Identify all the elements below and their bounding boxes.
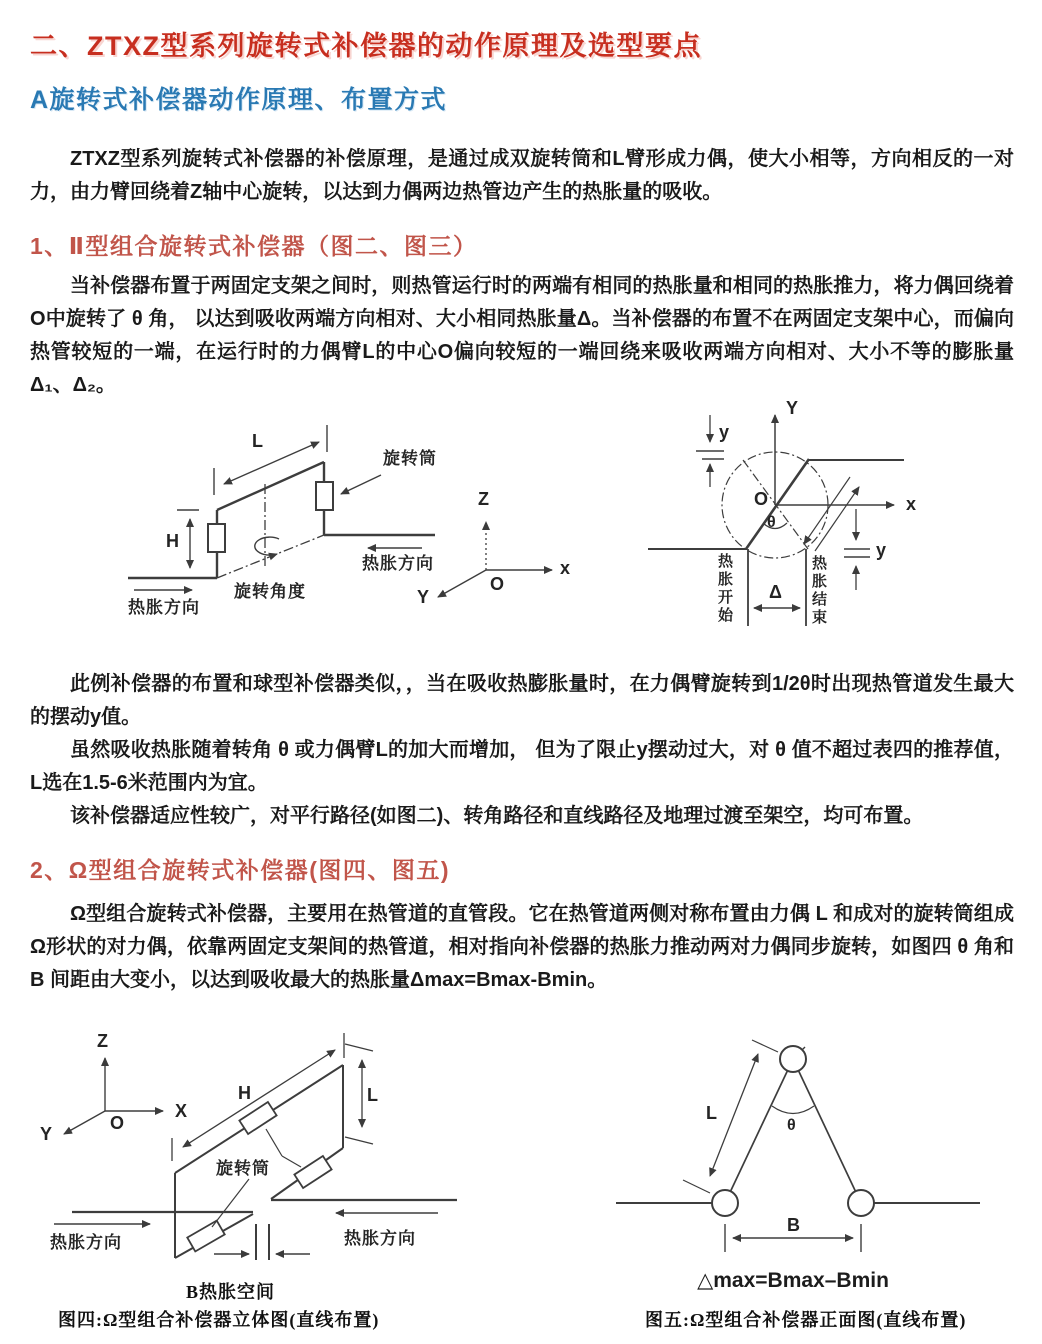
section1-paragraph-3: 虽然吸收热胀随着转角 θ 或力偶臂L的加大而增加， 但为了限止y摆动过大，对 θ 值不超过表四的推荐值，L选在1.5-6米范围内为宜。 — [30, 739, 1014, 794]
fig4-label-L: L — [367, 1085, 378, 1105]
fig4-label-cylinder: 旋转筒 — [216, 1159, 270, 1178]
section1-paragraph-1: 当补偿器布置于两固定支架之间时，则热管运行时的两端有相同的热胀量和相同的热胀推力，将力偶回绕着O中旋转了 θ 角， 以达到吸收两端方向相对、大小相同热胀量Δ。当补偿器的布置不在两固定支架中心，而偏向热管较短的一端，在运行时的力偶臂L的中心O偏向较短的一端回绕来吸收两端方向相对、大小不等的膨胀量Δ₁、Δ₂。 — [30, 275, 1014, 396]
fig3-expansion-start-label: 热胀开始 — [716, 553, 733, 625]
fig2-rotary-cylinder-right — [316, 482, 333, 510]
fig2-label-cylinder: 旋转筒 — [383, 449, 437, 468]
fig4-caption: 图四:Ω型组合补偿器立体图(直线布置) — [58, 1310, 380, 1330]
fig2-label-rotation-angle: 旋转角度 — [234, 582, 306, 601]
fig4-axis-y-label: Y — [40, 1124, 53, 1144]
fig2-axis-x-label: x — [560, 558, 571, 578]
fig3-theta-label: θ — [767, 514, 776, 531]
fig4-rotary-cylinder-right — [294, 1156, 331, 1188]
fig2-label-expand-left: 热胀方向 — [128, 598, 200, 617]
fig3-delta-label: Δ — [769, 582, 782, 602]
fig5-formula: △max=Bmax–Bmin — [697, 1269, 889, 1292]
fig3-expansion-end-label: 热胀结束 — [810, 555, 827, 627]
fig2-label-expand-right: 热胀方向 — [362, 554, 434, 573]
fig5-label-B: B — [787, 1215, 800, 1235]
section1-heading: 1、Ⅱ型组合旋转式补偿器（图二、图三） — [30, 233, 478, 259]
fig2-origin-label: O — [490, 574, 505, 594]
fig3-y-top-label: y — [719, 422, 730, 442]
fig4-label-expand-right: 热胀方向 — [344, 1229, 416, 1248]
figure5-omega-front-view — [600, 1018, 1042, 1342]
fig4-rotary-cylinder-bottom — [187, 1221, 224, 1252]
doc-title: 二、ZTXZ型系列旋转式补偿器的动作原理及选型要点 — [30, 31, 702, 61]
fig3-y-right-label: y — [876, 540, 887, 560]
fig5-caption: 图五:Ω型组合补偿器正面图(直线布置) — [645, 1310, 967, 1330]
fig2-axis-z-label: Z — [478, 489, 489, 509]
fig4-axis-z-label: Z — [97, 1031, 108, 1051]
figure2-pi-type-isometric — [100, 398, 600, 638]
fig5-joint-right — [848, 1190, 874, 1216]
fig2-axis-y-label: Y — [417, 587, 430, 607]
section1-paragraph-2: 此例补偿器的布置和球型补偿器类似，，当在吸收热膨胀量时，在力偶臂旋转到1/2θ时出现热管道发生最大的摆动y值。 — [30, 673, 1014, 728]
section1-paragraph-4: 该补偿器适应性较广，对平行路径(如图二)、转角路径和直线路径及地理过渡至架空，均可布置。 — [70, 805, 924, 827]
fig5-joint-top — [780, 1046, 806, 1072]
fig4-origin-label: O — [110, 1113, 125, 1133]
fig5-svg — [600, 1018, 1042, 1342]
fig3-origin-label: O — [754, 489, 769, 509]
fig4-gap-label: B热胀空间 — [186, 1282, 276, 1302]
section2-heading: 2、Ω型组合旋转式补偿器(图四、图五) — [30, 857, 451, 883]
fig2-label-H: H — [166, 531, 179, 551]
intro-paragraph: ZTXZ型系列旋转式补偿器的补偿原理，是通过成双旋转筒和L臂形成力偶，使大小相等，方向相反的一对力，由力臂回绕着Z轴中心旋转，以达到力偶两边热管边产生的热胀量的吸收。 — [30, 148, 1014, 203]
fig3-svg — [618, 393, 1042, 655]
fig3-axis-y-label: Y — [786, 398, 799, 418]
fig5-theta-label: θ — [787, 1117, 796, 1134]
figure3-rotation-front-view — [618, 393, 1042, 655]
fig2-rotary-cylinder-left — [208, 524, 225, 552]
doc-subtitle: A旋转式补偿器动作原理、布置方式 — [30, 86, 448, 114]
fig4-label-H: H — [238, 1083, 251, 1103]
fig2-label-L: L — [252, 431, 263, 451]
fig4-label-expand-left: 热胀方向 — [50, 1233, 122, 1252]
fig5-label-L: L — [706, 1103, 717, 1123]
section2-paragraph-1: Ω型组合旋转式补偿器，主要用在热管道的直管段。它在热管道两侧对称布置由力偶 L 和成对的旋转筒组成Ω形状的对力偶，依靠两固定支架间的热管道，相对指向补偿器的热胀力推动两对力偶同步旋转，如图四 θ 角和 B 间距由大变小，以达到吸收最大的热胀量Δmax=Bmax-Bmin。 — [30, 903, 1014, 991]
fig5-joint-left — [712, 1190, 738, 1216]
fig3-axis-x-label: x — [906, 494, 917, 514]
fig4-axis-x-label: X — [175, 1101, 188, 1121]
figure4-omega-isometric — [0, 1008, 520, 1342]
